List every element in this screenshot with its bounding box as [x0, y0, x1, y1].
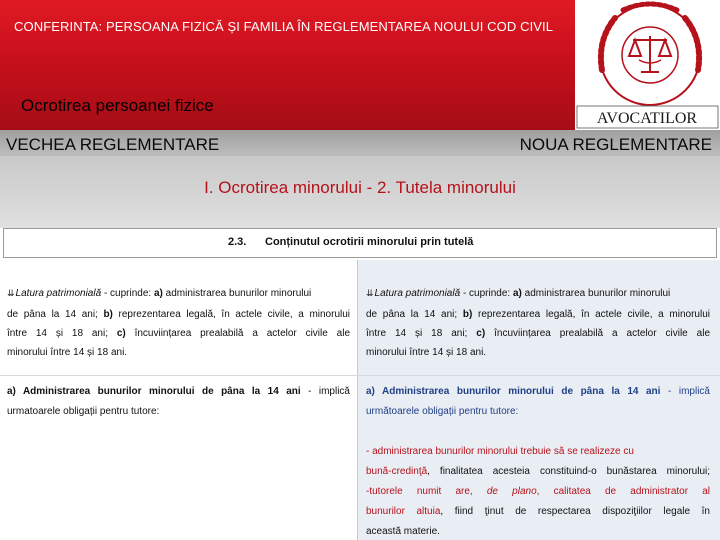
section-title: I. Ocrotirea minorului - 2. Tutela minorului [204, 178, 516, 197]
new-regulation-heading: NOUA REGLEMENTARE [519, 135, 712, 154]
down-arrow-bullet-icon: ⇊ [7, 288, 15, 298]
left-p1-text: încuviințarea prealabilă a actelor civile ale [134, 328, 351, 339]
right-p2-heading: a) Administrarea bunurilor minorului de pâna la 14 ani [366, 386, 661, 397]
left-p2-line2: urmatoarele obligații pentru tutore: [7, 406, 160, 417]
subsection-title: Conținutul ocrotirii minorului prin tutelă [265, 236, 474, 248]
left-p1-line2 [7, 309, 350, 320]
right-p1-line4: minorului între 14 și 18 ani. [366, 347, 487, 358]
right-p3-line1 [366, 446, 710, 457]
left-p1-text: - cuprinde: [103, 288, 152, 299]
association-logo [575, 0, 720, 130]
new-regulation-column [357, 260, 720, 540]
right-p3-text: , fiind ţinut de respectarea dispoziţiilor legale în [440, 506, 710, 517]
right-p3-text: -tutorele numit are, [366, 486, 473, 497]
down-arrow-bullet-icon: ⇊ [366, 288, 374, 298]
right-p1-text: - cuprinde: [462, 288, 511, 299]
right-p1-text: reprezentarea legală, în actele civile, a minorului [477, 309, 710, 320]
right-p2-line2: următoarele obligații pentru tutore: [366, 406, 519, 417]
right-p3-line2 [366, 466, 710, 477]
right-c-label: c) [476, 328, 486, 339]
right-p3-text: , calitatea de administrator al [536, 486, 711, 497]
right-a-label: a) [512, 288, 522, 299]
right-p1-text: de pâna la 14 ani; [366, 309, 458, 320]
right-p2-text: - implică [668, 386, 710, 397]
left-p2-heading: a) Administrarea bunurilor minorului de pâna la 14 ani [7, 386, 301, 397]
right-p3-line4 [366, 506, 710, 517]
left-p1-line3 [7, 328, 350, 339]
right-p1-text: administrarea bunurilor minorului [524, 288, 671, 299]
subsection-number: 2.3. [228, 236, 247, 248]
old-regulation-heading: VECHEA REGLEMENTARE [6, 135, 220, 154]
right-p3-text: - administrarea bunurilor minorului trebuie să se realizeze cu [366, 446, 634, 457]
left-a-label: a) [153, 288, 163, 299]
left-p2-line1 [7, 386, 350, 397]
right-p3-text: , finalitatea acesteia constituind-o bunăstarea minorului; [427, 466, 710, 477]
logo-caption: AVOCATILOR [596, 110, 698, 127]
conference-title: CONFERINTA: PERSOANA FIZICĂ ȘI FAMILIA ÎN REGLEMENTAREA NOULUI COD CIVIL [14, 19, 554, 34]
left-p1-text: reprezentarea legală, în actele civile, a minorului [118, 309, 351, 320]
right-b-label: b) [462, 309, 473, 320]
left-p1-text: de pâna la 14 ani; [7, 309, 98, 320]
left-p1-text: între 14 și 18 ani; [7, 328, 108, 339]
right-p1-line3 [366, 328, 710, 339]
left-p2-text: - implică [308, 386, 350, 397]
others-property-term: bunurilor altuia [366, 506, 441, 517]
de-plano-term: de plano [486, 486, 537, 497]
left-p1-text: administrarea bunurilor minorului [165, 288, 312, 299]
old-regulation-column [0, 260, 357, 540]
left-c-label: c) [116, 328, 126, 339]
right-p1-text: între 14 și 18 ani; [366, 328, 468, 339]
patrimonial-label: Latura patrimonială [374, 288, 461, 299]
right-p3-line5: această materie. [366, 526, 440, 537]
right-p1-line1 [366, 288, 710, 299]
right-p2-line1 [366, 386, 710, 397]
left-b-label: b) [103, 309, 113, 320]
patrimonial-label: Latura patrimonială [15, 288, 102, 299]
left-p1-line1 [7, 288, 350, 299]
column-divider [357, 260, 358, 540]
row-separator [0, 375, 720, 376]
right-p3-line3 [366, 486, 710, 497]
right-p1-text: încuviințarea prealabilă a actelor civile ale [494, 328, 711, 339]
good-faith-term: bună-credinţă [366, 466, 428, 477]
slide-subtitle: Ocrotirea persoanei fizice [21, 96, 214, 115]
right-p1-line2 [366, 309, 710, 320]
left-p1-line4: minorului între 14 și 18 ani. [7, 347, 128, 358]
